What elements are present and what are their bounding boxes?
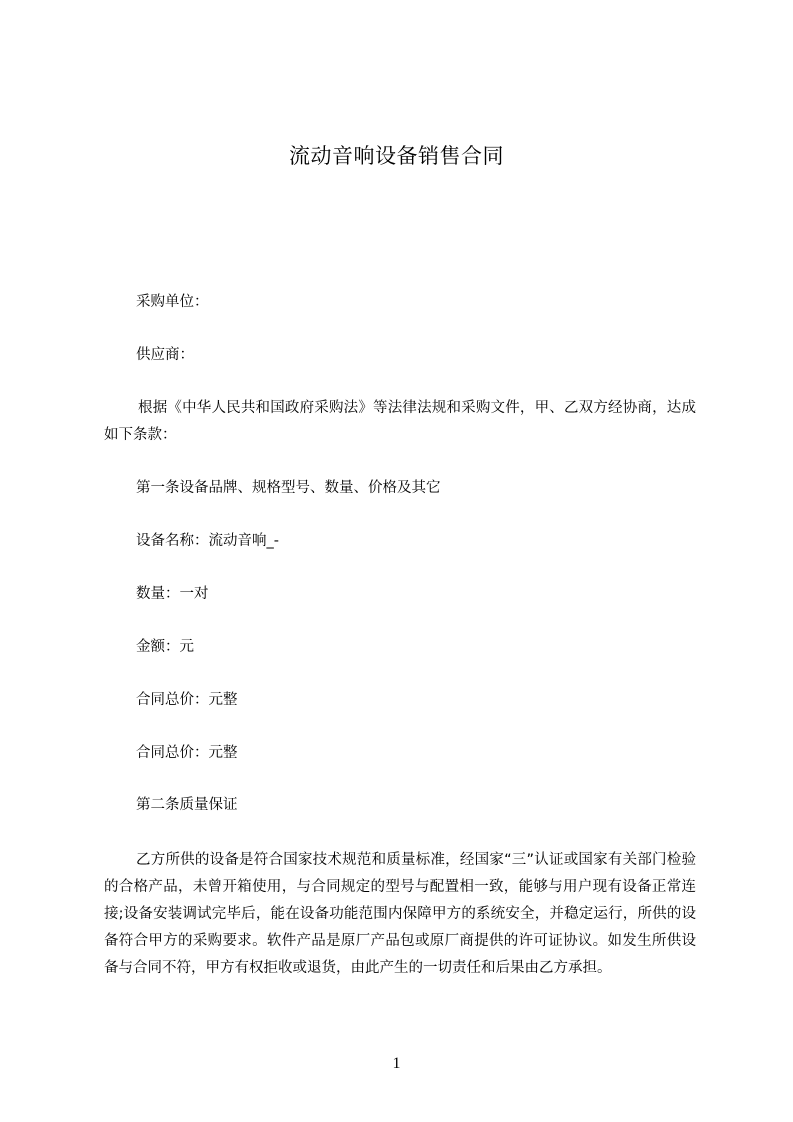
document-title: 流动音响设备销售合同 <box>289 144 504 168</box>
article1-heading: 第一条设备品牌、规格型号、数量、价格及其它 <box>136 480 441 496</box>
quality-paragraph: 乙方所供的设备是符合国家技术规范和质量标准，经国家“三”认证或国家有关部门检验的合格产品，未曾开箱使用，与合同规定的型号与配置相一致，能够与用户现有设备正常连接;设备安装调试完毕后，能在设备功能范围内保障甲方的系统安全，并稳定运行，所供的设备符合甲方的采购要求。软件产品是原厂产品包或原厂商提供的许可证协议。如发生所供设备与合同不符，甲方有权拒收或退货，由此产生的一切责任和后果由乙方承担。 <box>104 852 696 976</box>
article2-heading: 第二条质量保证 <box>136 797 238 813</box>
total-price-line-1: 合同总价：元整 <box>136 692 238 708</box>
purchaser-label: 采购单位： <box>136 294 209 310</box>
total-price-line-2: 合同总价：元整 <box>136 745 238 761</box>
intro-paragraph: 根据《中华人民共和国政府采购法》等法律法规和采购文件，甲、乙双方经协商，达成如下条款： <box>104 400 696 443</box>
amount-line: 金额：元 <box>136 639 194 655</box>
supplier-label: 供应商： <box>136 347 194 363</box>
device-name-line: 设备名称：流动音响_- <box>136 533 279 549</box>
page-number: 1 <box>392 1055 401 1072</box>
quantity-line: 数量：一对 <box>136 586 209 602</box>
